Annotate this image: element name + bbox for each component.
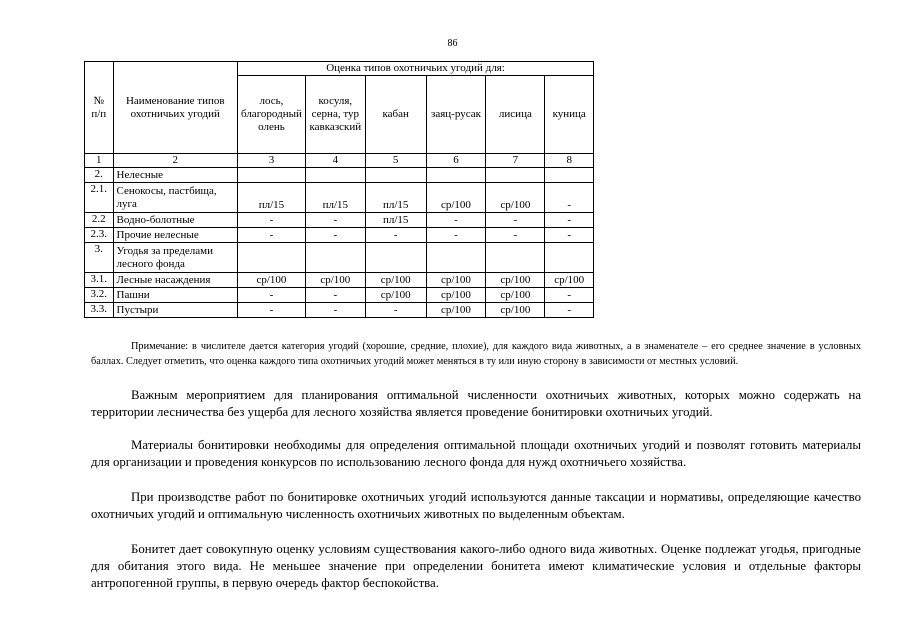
rating-cell: - xyxy=(426,228,486,243)
rating-cell: ср/100 xyxy=(486,183,545,213)
rating-cell: ср/100 xyxy=(365,288,426,303)
rating-cell: ср/100 xyxy=(486,273,545,288)
column-number: 3 xyxy=(238,154,306,168)
rating-cell: - xyxy=(486,213,545,228)
rating-cell: - xyxy=(545,303,594,318)
rating-cell: - xyxy=(365,228,426,243)
rating-cell: - xyxy=(238,213,306,228)
rating-cell: - xyxy=(486,228,545,243)
body-paragraph: Материалы бонитировки необходимы для определения оптимальной площади охотничьих угодий и позволят готовить материалы для организации и проведения конкурсов по использованию лесного фонда для нужд охотничьего хозяйства. xyxy=(91,438,861,469)
rating-cell xyxy=(238,243,306,273)
rating-cell: - xyxy=(238,303,306,318)
row-name: Прочие нелесные xyxy=(113,228,237,243)
body-paragraph: Бонитет дает совокупную оценку условиям существования какого-либо одного вида животных. Оценке подлежат угодья, пригодные для обитания этого вида. Не меньшее значение при определении бонитета имеют климатические условия и отдельные факторы антропогенной группы, в первую очередь фактор беспокойства. xyxy=(91,542,861,590)
rating-cell: ср/100 xyxy=(486,288,545,303)
row-name: Лесные насаждения xyxy=(113,273,237,288)
body-paragraph: При производстве работ по бонитировке охотничьих угодий используются данные таксации и нормативы, определяющие качество охотничьих угодий и оптимальную численность охотничьих животных по выделенным объектам. xyxy=(91,490,861,521)
col-header-number: № п/п xyxy=(85,62,114,154)
row-number: 2.3. xyxy=(85,228,114,243)
row-name: Сенокосы, пастбища, луга xyxy=(113,183,237,213)
column-number: 8 xyxy=(545,154,594,168)
col-header-ground-type: Наименование типов охотничьих угодий xyxy=(113,62,237,154)
table-note: Примечание: в числителе дается категория угодий (хорошие, средние, плохие), для каждого вида животных, а в знаменателе – его среднее значение в условных баллах. Следует отметить, что оценка каждого типа охотничьих угодий может меняться в ту или иную сторону в зависимости от местных условий. xyxy=(91,341,861,367)
table-row xyxy=(85,288,594,303)
rating-cell xyxy=(365,243,426,273)
column-number: 2 xyxy=(113,154,237,168)
rating-cell: - xyxy=(238,228,306,243)
rating-cell xyxy=(426,168,486,183)
column-number: 7 xyxy=(486,154,545,168)
rating-cell: ср/100 xyxy=(426,303,486,318)
rating-cell xyxy=(486,243,545,273)
col-header-animal: кабан xyxy=(365,76,426,154)
rating-cell xyxy=(545,243,594,273)
rating-cell xyxy=(365,168,426,183)
column-number: 4 xyxy=(305,154,365,168)
rating-cell: ср/100 xyxy=(426,288,486,303)
rating-cell: ср/100 xyxy=(426,273,486,288)
row-number: 3.2. xyxy=(85,288,114,303)
rating-cell: - xyxy=(305,213,365,228)
table-row xyxy=(85,213,594,228)
body-paragraph: Важным мероприятием для планирования оптимальной численности охотничьих животных, которых можно содержать на территории лесничества без ущерба для лесного хозяйства является проведение бонитировки охотничьих угодий. xyxy=(91,388,861,419)
row-name: Угодья за пределами лесного фонда xyxy=(113,243,237,273)
row-number: 3. xyxy=(85,243,114,273)
table-row xyxy=(85,243,594,273)
rating-cell xyxy=(305,243,365,273)
row-number: 3.3. xyxy=(85,303,114,318)
page-number: 86 xyxy=(447,38,458,49)
row-name: Пустыри xyxy=(113,303,237,318)
rating-cell: - xyxy=(238,288,306,303)
row-name: Пашни xyxy=(113,288,237,303)
table-row xyxy=(85,273,594,288)
row-number: 3.1. xyxy=(85,273,114,288)
rating-cell xyxy=(305,168,365,183)
rating-cell: ср/100 xyxy=(305,273,365,288)
row-name: Водно-болотные xyxy=(113,213,237,228)
rating-cell: - xyxy=(305,288,365,303)
rating-cell: пл/15 xyxy=(365,183,426,213)
rating-cell: - xyxy=(305,303,365,318)
row-name: Нелесные xyxy=(113,168,237,183)
rating-cell: - xyxy=(545,288,594,303)
row-number: 2. xyxy=(85,168,114,183)
col-header-animal: куница xyxy=(545,76,594,154)
rating-cell xyxy=(426,243,486,273)
table-row xyxy=(85,168,594,183)
rating-cell: ср/100 xyxy=(545,273,594,288)
rating-cell: ср/100 xyxy=(365,273,426,288)
column-numbering-row xyxy=(85,154,594,168)
rating-cell: - xyxy=(545,183,594,213)
rating-cell xyxy=(238,168,306,183)
hunting-grounds-table xyxy=(84,61,594,318)
col-header-animal: косуля, серна, тур кавказский xyxy=(305,76,365,154)
col-header-animal: лось, благородный олень xyxy=(238,76,306,154)
column-number: 6 xyxy=(426,154,486,168)
rating-cell: - xyxy=(305,228,365,243)
rating-cell: ср/100 xyxy=(238,273,306,288)
row-number: 2.1. xyxy=(85,183,114,213)
rating-cell: ср/100 xyxy=(486,303,545,318)
rating-cell: пл/15 xyxy=(365,213,426,228)
table-row xyxy=(85,183,594,213)
column-number: 5 xyxy=(365,154,426,168)
rating-cell: - xyxy=(545,228,594,243)
col-header-assessment-group: Оценка типов охотничьих угодий для: xyxy=(238,62,594,76)
table-row xyxy=(85,228,594,243)
rating-cell: - xyxy=(545,213,594,228)
rating-cell: - xyxy=(426,213,486,228)
rating-cell: - xyxy=(365,303,426,318)
rating-cell xyxy=(545,168,594,183)
column-number: 1 xyxy=(85,154,114,168)
rating-cell xyxy=(486,168,545,183)
row-number: 2.2 xyxy=(85,213,114,228)
col-header-animal: лисица xyxy=(486,76,545,154)
rating-cell: пл/15 xyxy=(238,183,306,213)
col-header-animal: заяц-русак xyxy=(426,76,486,154)
rating-cell: ср/100 xyxy=(426,183,486,213)
table-row xyxy=(85,303,594,318)
rating-cell: пл/15 xyxy=(305,183,365,213)
